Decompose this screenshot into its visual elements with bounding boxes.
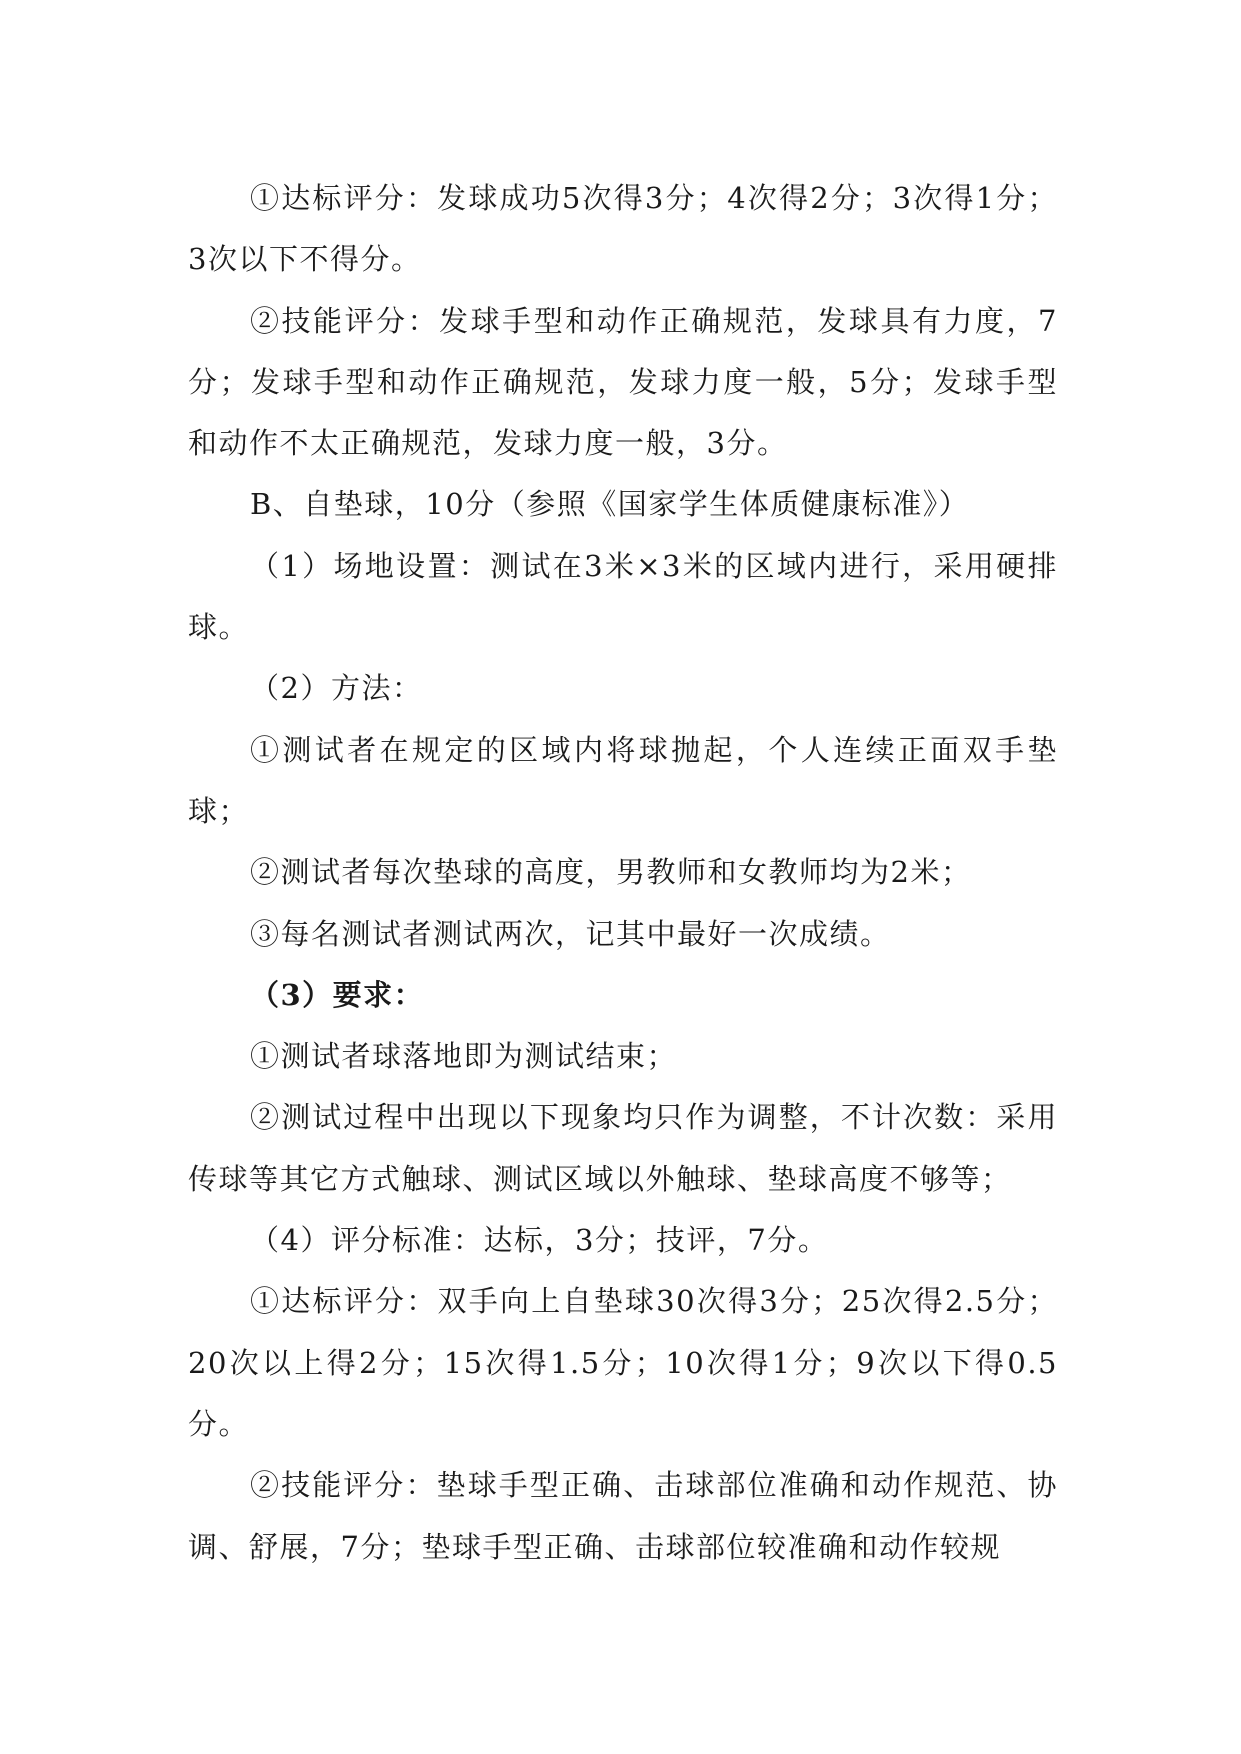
paragraph-section-b-heading: B、自垫球，10分（参照《国家学生体质健康标准》） bbox=[250, 487, 970, 522]
paragraph-scoring-criteria: （4）评分标准：达标，3分；技评，7分。 bbox=[250, 1223, 829, 1258]
paragraph-bump-skill-score: ②技能评分：垫球手型正确、击球部位准确和动作规范、协调、舒展，7分；垫球手型正确、击球部位较准确和动作较规 bbox=[188, 1468, 1058, 1564]
paragraph-requirement-1: ①测试者球落地即为测试结束； bbox=[250, 1039, 678, 1074]
paragraph-bump-standard-score: ①达标评分：双手向上自垫球30次得3分；25次得2.5分；20次以上得2分；15次得1.5分；10次得1分；9次以下得0.5分。 bbox=[188, 1284, 1058, 1441]
paragraph-requirement-2: ②测试过程中出现以下现象均只作为调整，不计次数：采用传球等其它方式触球、测试区域以外触球、垫球高度不够等； bbox=[188, 1100, 1058, 1196]
paragraph-serve-standard-score: ①达标评分：发球成功5次得3分；4次得2分；3次得1分；3次以下不得分。 bbox=[188, 181, 1058, 277]
paragraph-method-heading: （2）方法： bbox=[250, 671, 423, 706]
paragraph-method-3: ③每名测试者测试两次，记其中最好一次成绩。 bbox=[250, 916, 891, 951]
paragraph-method-1: ①测试者在规定的区域内将球抛起，个人连续正面双手垫球； bbox=[188, 732, 1058, 828]
paragraph-venue-setup: （1）场地设置：测试在3米×3米的区域内进行，采用硬排球。 bbox=[188, 548, 1058, 645]
paragraph-requirements-heading: （3）要求： bbox=[250, 977, 425, 1012]
paragraph-serve-skill-score: ②技能评分：发球手型和动作正确规范，发球具有力度，7分；发球手型和动作正确规范，发球力度一般，5分；发球手型和动作不太正确规范，发球力度一般，3分。 bbox=[188, 303, 1058, 461]
document-body bbox=[188, 168, 1058, 1578]
paragraph-method-2: ②测试者每次垫球的高度，男教师和女教师均为2米； bbox=[250, 855, 972, 890]
